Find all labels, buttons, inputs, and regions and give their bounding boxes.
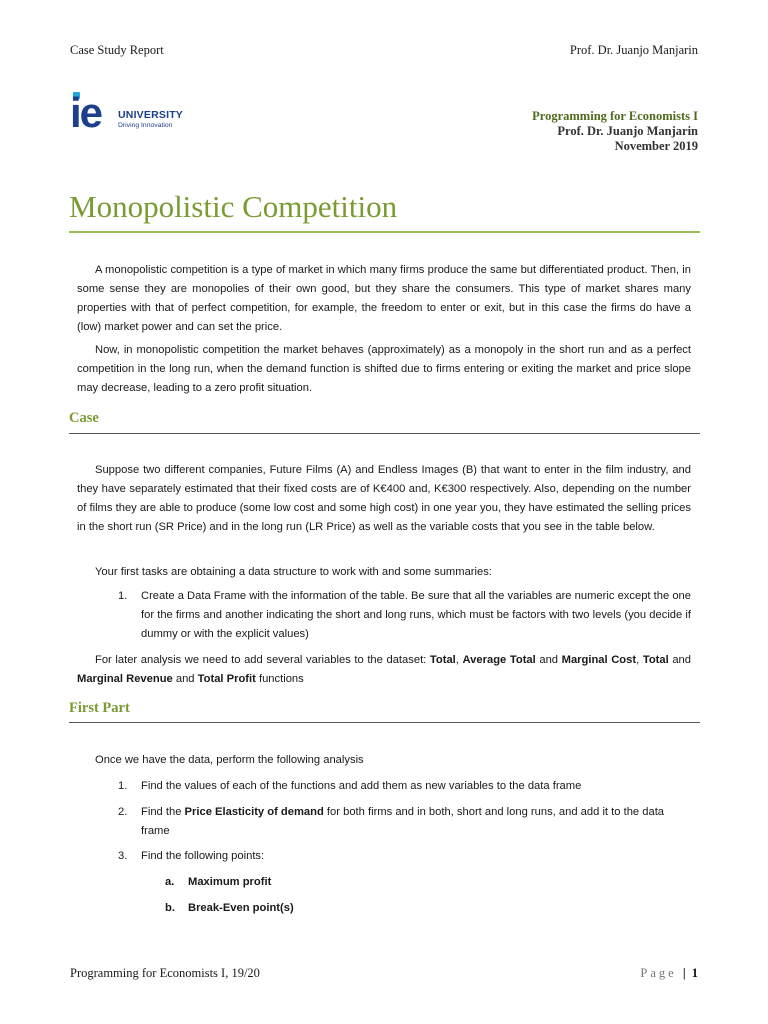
- title-rule: [69, 231, 700, 233]
- text-run: and: [172, 673, 198, 685]
- intro-paragraph-2: Now, in monopolistic competition the market behaves (approximately) as a monopoly in the short run and as a perfect competition in the long run, when the demand function is shifted due to firms entering or exiting the market and price slope may decrease, leading to a zero profit situation.: [77, 344, 691, 394]
- first-part-item: [0, 777, 768, 797]
- first-part-item: [0, 847, 768, 867]
- case-paragraph-2: Your first tasks are obtaining a data structure to work with and some summaries:: [95, 566, 492, 578]
- section-heading-first-part: First Part: [69, 700, 130, 716]
- text-run: and: [535, 654, 562, 666]
- page-number-value: 1: [691, 966, 698, 980]
- list-number: 2.: [118, 806, 128, 818]
- page-separator: |: [682, 966, 686, 980]
- sub-list-item: [0, 873, 768, 893]
- logo-mark: ie: [70, 89, 102, 136]
- bold-term: Total: [429, 654, 456, 666]
- section-heading-case: Case: [69, 410, 99, 426]
- section-rule-case: [69, 433, 700, 434]
- case-paragraph-3: [77, 651, 691, 689]
- text-run: For later analysis we need to add several variables to the dataset:: [95, 654, 430, 666]
- course-professor: Prof. Dr. Juanjo Manjarin: [557, 124, 698, 138]
- list-number: 1.: [118, 780, 128, 792]
- page-number: [640, 966, 698, 981]
- text-run: Find the: [141, 806, 185, 818]
- page-label: Page: [640, 966, 677, 980]
- case-list-item: [0, 587, 768, 647]
- course-info: [532, 109, 698, 154]
- first-part-item: [0, 803, 768, 843]
- list-number: 1.: [118, 590, 128, 602]
- logo-tagline: Driving Innovation: [118, 122, 173, 129]
- header-right: Prof. Dr. Juanjo Manjarin: [569, 43, 698, 57]
- document-title: Monopolistic Competition: [69, 189, 398, 224]
- header-left: Case Study Report: [70, 43, 164, 57]
- list-text: Create a Data Frame with the information of the table. Be sure that all the variables are numeric except the one for the firms and another indicating the short and long runs, which must be factors with two levels (you decide if dummy or with the explicit values): [141, 590, 691, 640]
- list-text: Find the values of each of the functions and add them as new variables to the data frame: [141, 780, 582, 792]
- bold-term: Average Total: [462, 654, 536, 666]
- bold-term: Total Profit: [197, 673, 256, 685]
- list-text: [141, 803, 691, 841]
- list-number: 3.: [118, 850, 128, 862]
- sub-list-text: Break-Even point(s): [188, 902, 294, 914]
- intro-paragraph-1: A monopolistic competition is a type of market in which many firms produce the same but differentiated product. Then, in some sense they are monopolies of their own good, but they share the consumers. This type of market shares many properties with that of perfect competition, for example, the freedom to enter or exit, but in this case the firms do have a (low) market power and can set the price.: [77, 264, 691, 333]
- text-run: ,: [455, 654, 463, 666]
- bold-term: Price Elasticity of demand: [184, 806, 324, 818]
- ie-university-logo: [70, 89, 190, 136]
- footer-course: Programming for Economists I, 19/20: [70, 966, 260, 980]
- section-rule-first-part: [69, 722, 700, 723]
- course-date: November 2019: [614, 139, 698, 153]
- sub-list-text: Maximum profit: [188, 876, 272, 888]
- text-run: and: [668, 654, 691, 666]
- case-paragraph-1: Suppose two different companies, Future Films (A) and Endless Images (B) that want to enter in the film industry, and they have separately estimated that their fixed costs are of K€400 and, K€300 respectively. Also, depending on the number of films they are able to produce (some low cost and some high cost) in one year you, they have estimated the selling prices in the short run (SR Price) and in the long run (LR Price) as well as the variable costs that you see in the table below.: [77, 464, 691, 533]
- logo-wordmark: UNIVERSITY: [118, 109, 184, 121]
- sub-list-item: [0, 899, 768, 919]
- text-run: functions: [255, 673, 304, 685]
- text-run: ,: [636, 654, 643, 666]
- sub-list-letter: a.: [165, 876, 175, 888]
- bold-term: Marginal Revenue: [77, 673, 173, 685]
- bold-term: Marginal Cost: [561, 654, 637, 666]
- bold-term: Total: [642, 654, 669, 666]
- list-text: Find the following points:: [141, 850, 265, 862]
- first-part-intro: Once we have the data, perform the following analysis: [95, 754, 364, 766]
- sub-list-letter: b.: [165, 902, 175, 914]
- text-run: for both firms and in both, short and long runs, and add it to the data frame: [141, 806, 665, 837]
- course-name: Programming for Economists I: [532, 109, 698, 123]
